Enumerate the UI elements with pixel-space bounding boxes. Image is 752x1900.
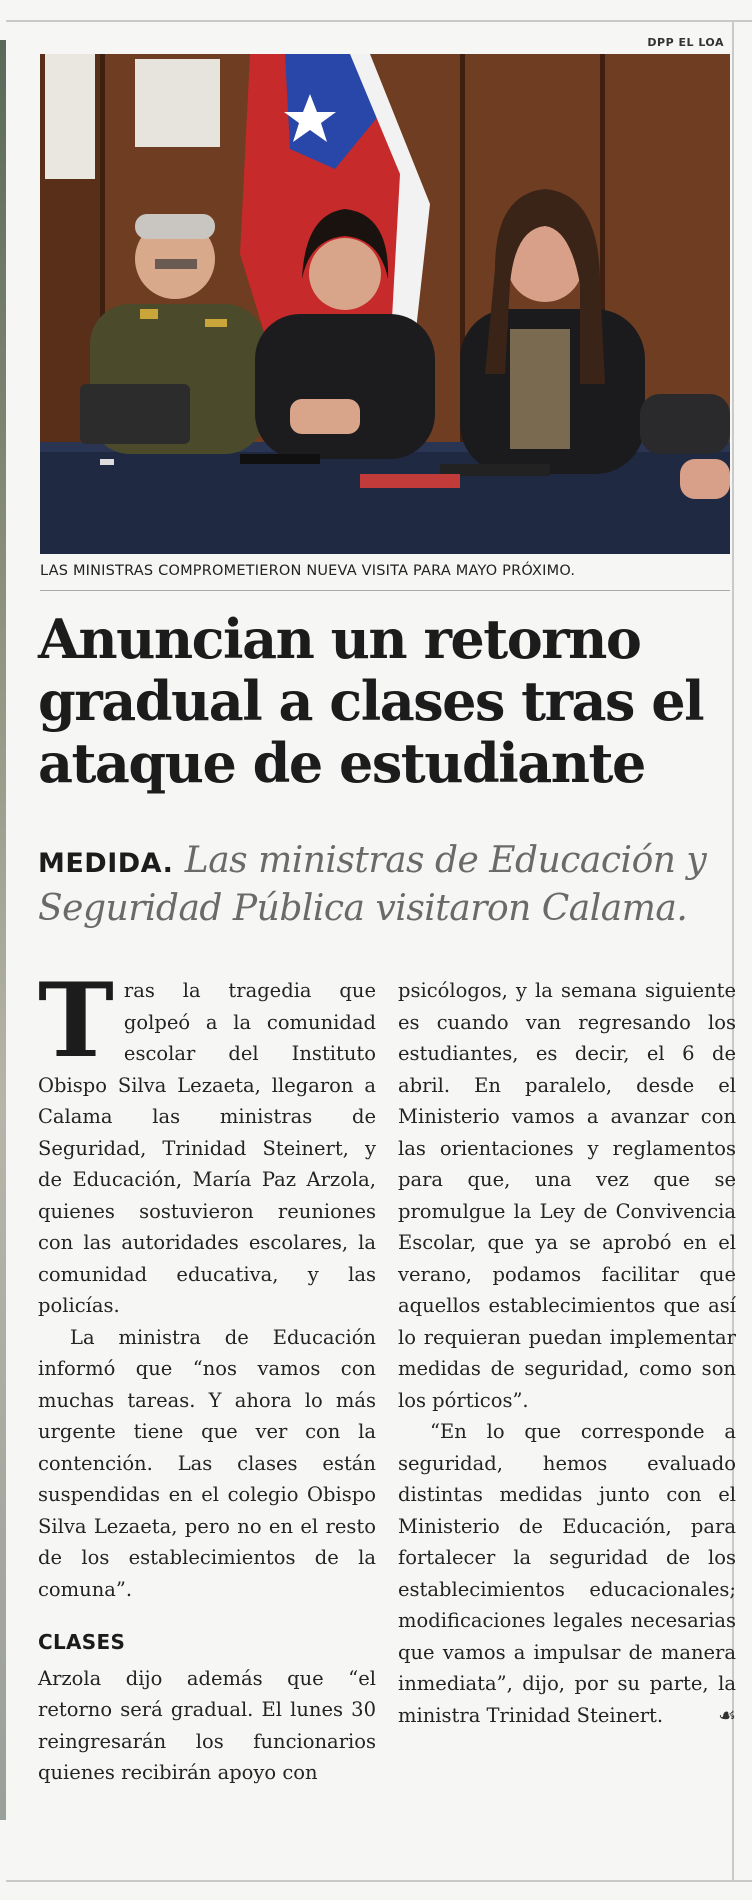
- caption-rule: [40, 590, 730, 591]
- press-conference-illustration: [40, 54, 730, 554]
- top-rule: [6, 20, 752, 22]
- article-column-right: [398, 975, 736, 1731]
- news-photo: [40, 54, 730, 554]
- paragraph-2: La ministra de Educación informó que “nos vamos con muchas tareas. Y ahora lo más urgente tiene que ver con la contención. Las clases están suspendidas en el colegio Obispo Silva Lezaeta, pero no en el resto de los establecimientos de la comuna”.: [38, 1325, 376, 1601]
- bottom-rule: [6, 1880, 752, 1882]
- adjacent-page-edge: [0, 40, 6, 1820]
- dek-kicker: MEDIDA.: [38, 848, 174, 879]
- subhead-clases: CLASES: [38, 1630, 126, 1654]
- paragraph-1-text: ras la tragedia que golpeó a la comunidad escolar del Instituto Obispo Silva Lezaeta, llegaron a Calama las ministras de Seguridad, Trinidad Steinert, y de Educación, María Paz Arzola, quienes sostuvieron reuniones con las autoridades escolares, la comunidad educativa, y las policías.: [38, 979, 376, 1317]
- photo-caption: LAS MINISTRAS COMPROMETIERON NUEVA VISITA PARA MAYO PRÓXIMO.: [40, 563, 576, 579]
- headline: Anuncian un retorno gradual a clases tras el ataque de estudiante: [38, 607, 704, 795]
- dek-text: Las ministras de Educación y Seguridad Pública visitaron Calama.: [38, 840, 707, 929]
- photo-credit: DPP EL LOA: [647, 36, 724, 49]
- paragraph-1: [38, 961, 376, 1322]
- drop-cap: T: [38, 961, 114, 1081]
- end-mark-icon: ☙: [718, 1702, 736, 1727]
- article-column-left: [38, 961, 376, 1789]
- dek: [38, 838, 738, 931]
- paragraph-4: [398, 1416, 736, 1731]
- paragraph-4-text: “En lo que corresponde a seguridad, hemos evaluado distintas medidas junto con el Ministerio de Educación, para fortalecer la seguridad de los establecimientos educacionales; modificaciones legales necesarias que vamos a impulsar de manera inmediata”, dijo, por su parte, la ministra Trinidad Steinert.: [398, 1420, 736, 1727]
- paragraph-3-continued: psicólogos, y la semana siguiente es cuando van regresando los estudiantes, es decir, el 6 de abril. En paralelo, desde el Ministerio vamos a avanzar con las orientaciones y reglamentos para que, una vez que se promulgue la Ley de Convivencia Escolar, que ya se aprobó en el verano, podamos facilitar que aquellos establecimientos que así lo requieran puedan implementar medidas de seguridad, como son los pórticos”.: [398, 979, 736, 1412]
- paragraph-3: Arzola dijo además que “el retorno será gradual. El lunes 30 reingresarán los funcionarios quienes recibirán apoyo con: [38, 1666, 376, 1784]
